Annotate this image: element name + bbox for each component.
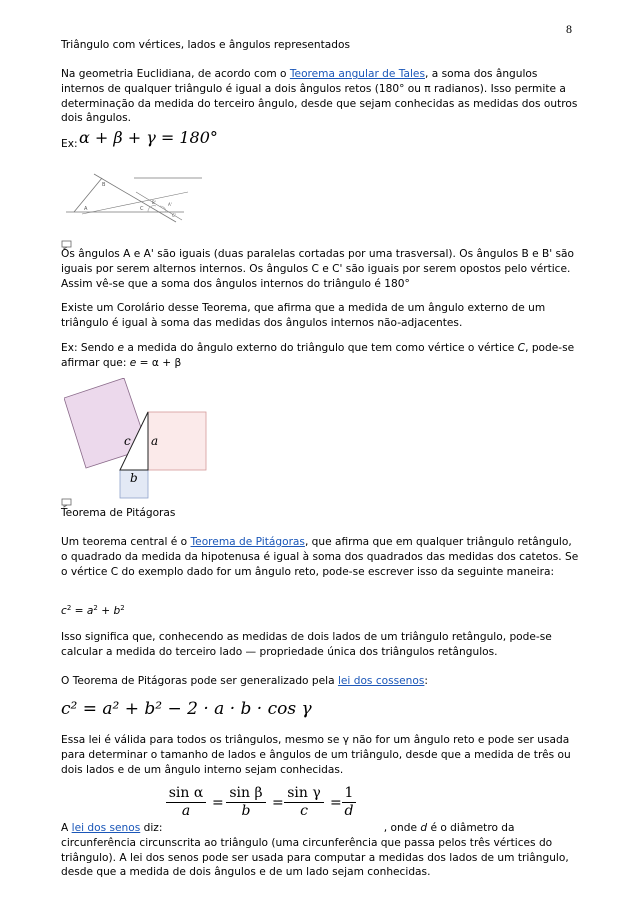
example-label: Ex: [61, 138, 78, 150]
link-teorema-tales[interactable]: Teorema angular de Tales [289, 68, 425, 80]
paragraph-law-validity: Essa lei é válida para todos os triângulos, mesmo se γ não for um ângulo reto e pode ser usada para determinar o tamanho de lados e ângulos de um triângulo, desde que a medida de três ou dois lados e de um ângulo interno sejam conhecidas. [61, 734, 571, 776]
law-of-cosines-formula: c² = a² + b² − 2 · a · b · cos γ [61, 699, 312, 719]
link-teorema-pitagoras[interactable]: Teorema de Pitágoras [190, 536, 305, 548]
label-A: A [84, 206, 88, 212]
paragraph-external-angle: Ex: Sendo e a medida do ângulo externo do triângulo que tem como vértice o vértice C, pode-se afirmar que: e = α + β [61, 342, 575, 369]
sine-numerator-beta: sin β [229, 785, 263, 801]
parallel-lines-triangle-figure [64, 172, 204, 224]
label-C-prime: C' [172, 213, 176, 218]
paragraph-angles: Os ângulos A e A' são iguais (duas paralelas cortadas por uma trasversal). Os ângulos B e B' são iguais por serem alternos internos. Os ângulos C e C' são iguais por serem opostos pelo vértice. Assim vê-se que a soma dos ângulos internos do triângulo é 180° [61, 248, 575, 290]
label-a: a [151, 434, 159, 448]
link-lei-senos[interactable]: lei dos senos [71, 822, 141, 834]
sine-numerator-alpha: sin α [168, 785, 204, 801]
label-B: B [102, 182, 106, 188]
label-b: b [130, 471, 138, 485]
label-C: C [140, 206, 144, 212]
sine-denominator-b: b [241, 803, 251, 819]
label-A-prime: A' [168, 202, 172, 207]
figure-caption: Teorema de Pitágoras [61, 507, 176, 519]
paragraph-generalization: O Teorema de Pitágoras pode ser generalizado pela lei dos cossenos: [61, 675, 428, 687]
paragraph-pythagoras: Um teorema central é o Teorema de Pitágoras, que afirma que em qualquer triângulo retângulo, o quadrado da medida da hipotenusa é igual à soma dos quadrados das medidas dos catetos. Se o vértice C do exemplo dado for um ângulo reto, pode-se escrever isso da seguinte maneira: [61, 536, 579, 578]
paragraph-corollary: Existe um Corolário desse Teorema, que afirma que a medida de um ângulo externo de um triângulo é igual à soma das medidas dos ângulos internos não-adjacentes. [61, 302, 546, 329]
link-lei-cossenos[interactable]: lei dos cossenos [337, 675, 425, 687]
sine-denominator-d: d [344, 803, 354, 819]
pythagoras-figure [64, 378, 209, 500]
sine-denominator-c: c [300, 803, 308, 819]
sine-denominator-a: a [181, 803, 191, 819]
heading: Triângulo com vértices, lados e ângulos representados [61, 39, 350, 51]
label-B-prime: B' [152, 200, 156, 205]
paragraph-law-of-sines: A lei dos senos diz: , onde d é o diâmetro da circunferência circunscrita ao triângulo (uma circunferência que passa pelos três vértices do triângulo). A lei dos senos pode ser usada para computar a medidas dos lados de um triângulo, desde que a medida de dois ângulos e de um lado sejam conhecidas. [61, 822, 569, 879]
paragraph-tales: Na geometria Euclidiana, de acordo com o Teorema angular de Tales, a soma dos ângulos internos de qualquer triângulo é igual a dois ângulos retos (180° ou π radianos). Isso permite a determinação da medida do terceiro ângulo, desde que sejam conhecidas as medidas dos outros dois ângulos. [61, 68, 578, 125]
sine-numerator-one: 1 [344, 785, 354, 801]
sine-numerator-gamma: sin γ [287, 785, 321, 801]
pythagoras-formula: $c^2 = a^2 + b^2$ [61, 604, 125, 617]
label-c: c [124, 434, 131, 448]
paragraph-right-triangles: Isso significa que, conhecendo as medidas de dois lados de um triângulo retângulo, pode-se calcular a medida do terceiro lado — propriedade única dos triângulos retângulos. [61, 631, 552, 658]
angle-sum-formula: α + β + γ = 180° [79, 128, 218, 147]
page-number: 8 [566, 22, 572, 36]
